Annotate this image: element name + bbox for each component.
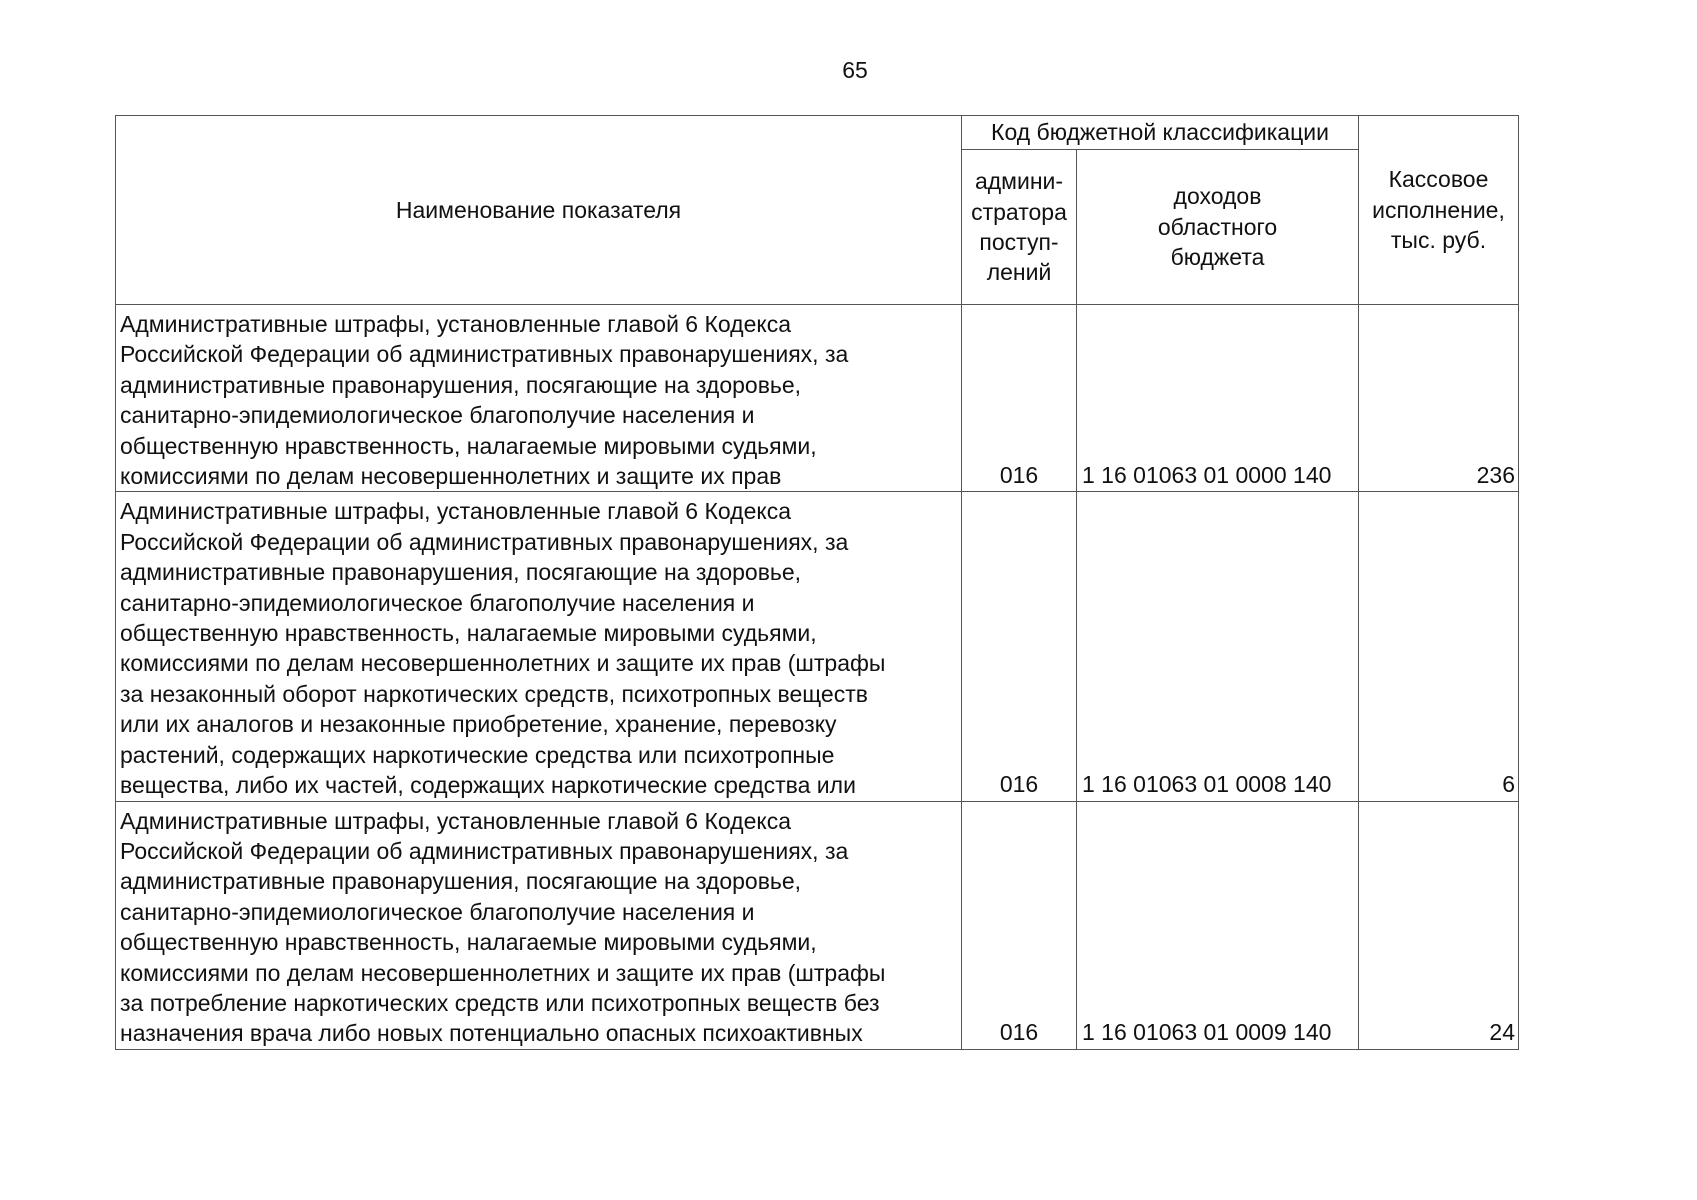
row-indicator-name (116, 305, 962, 492)
row-amount: 6 (1359, 492, 1519, 801)
name-line: санитарно-эпидемиологическое благополучие населения и (120, 402, 755, 429)
name-line: административные правонарушения, посягающие на здоровье, (120, 868, 802, 895)
name-line: за потребление наркотических средств или психотропных веществ без (120, 989, 880, 1016)
header-amount-line: исполнение, (1372, 196, 1505, 223)
header-budget-classification-code (962, 116, 1359, 150)
name-line: вещества, либо их частей, содержащих наркотические средства или (120, 772, 856, 799)
name-line: комиссиями по делам несовершеннолетних и защите их прав (120, 463, 782, 490)
name-line: Административные штрафы, установленные главой 6 Кодекса (120, 807, 791, 834)
row-admin-code: 016 (962, 305, 1077, 492)
header-cash-execution (1359, 116, 1519, 305)
row-revenue-code: 1 16 01063 01 0008 140 (1077, 492, 1359, 801)
header-admin-line: лений (986, 259, 1052, 286)
name-line: Административные штрафы, установленные главой 6 Кодекса (120, 311, 791, 337)
row-amount: 24 (1359, 801, 1519, 1049)
name-line: или их аналогов и незаконные приобретение, хранение, перевозку (120, 711, 837, 738)
name-line: за незаконный оборот наркотических средств, психотропных веществ (120, 680, 868, 707)
name-line: административные правонарушения, посягающие на здоровье, (120, 371, 802, 398)
row-indicator-name (116, 492, 962, 801)
row-revenue-code: 1 16 01063 01 0009 140 (1077, 801, 1359, 1049)
name-line: административные правонарушения, посягающие на здоровье, (120, 559, 802, 586)
table-row (116, 801, 1519, 1049)
header-revenue-line: доходов (1173, 183, 1262, 210)
row-admin-code: 016 (962, 801, 1077, 1049)
name-line: санитарно-эпидемиологическое благополучие населения и (120, 898, 755, 925)
name-line: комиссиями по делам несовершеннолетних и защите их прав (штрафы (120, 959, 886, 986)
header-revenue-line: бюджета (1170, 244, 1265, 271)
name-line: Российской Федерации об административных правонарушениях, за (120, 341, 849, 368)
name-line: Административные штрафы, установленные главой 6 Кодекса (120, 498, 791, 525)
name-line: Российской Федерации об административных правонарушениях, за (120, 528, 849, 555)
name-line: общественную нравственность, налагаемые мировыми судьями, (120, 929, 817, 956)
header-revenue-line: областного (1157, 213, 1278, 240)
name-line: растений, содержащих наркотические средства или психотропные (120, 741, 835, 768)
header-admin-line: стратора (971, 198, 1067, 225)
name-line: санитарно-эпидемиологическое благополучие населения и (120, 589, 755, 616)
header-indicator-name-text: Наименование показателя (395, 196, 682, 223)
page-number: 65 (842, 57, 868, 83)
name-line: общественную нравственность, налагаемые мировыми судьями, (120, 432, 817, 459)
header-regional-budget-revenue (1077, 150, 1359, 305)
header-budget-classification-text: Код бюджетной классификации (991, 119, 1329, 146)
table-row (116, 492, 1519, 801)
budget-revenue-table (115, 115, 1519, 1050)
name-line: комиссиями по делам несовершеннолетних и защите их прав (штрафы (120, 650, 886, 677)
header-amount-line: тыс. руб. (1390, 227, 1487, 254)
row-amount: 236 (1359, 305, 1519, 492)
header-admin-line: админи- (974, 168, 1064, 195)
name-line: общественную нравственность, налагаемые мировыми судьями, (120, 620, 817, 647)
row-indicator-name (116, 801, 962, 1049)
name-line: Российской Федерации об административных правонарушениях, за (120, 837, 849, 864)
table-row (116, 305, 1519, 492)
name-line: назначения врача либо новых потенциально опасных психоактивных (120, 1020, 863, 1047)
row-admin-code: 016 (962, 492, 1077, 801)
row-revenue-code: 1 16 01063 01 0000 140 (1077, 305, 1359, 492)
header-amount-line: Кассовое (1388, 166, 1489, 193)
header-revenue-administrator (962, 150, 1077, 305)
header-indicator-name (116, 116, 962, 305)
header-admin-line: поступ- (979, 229, 1059, 255)
